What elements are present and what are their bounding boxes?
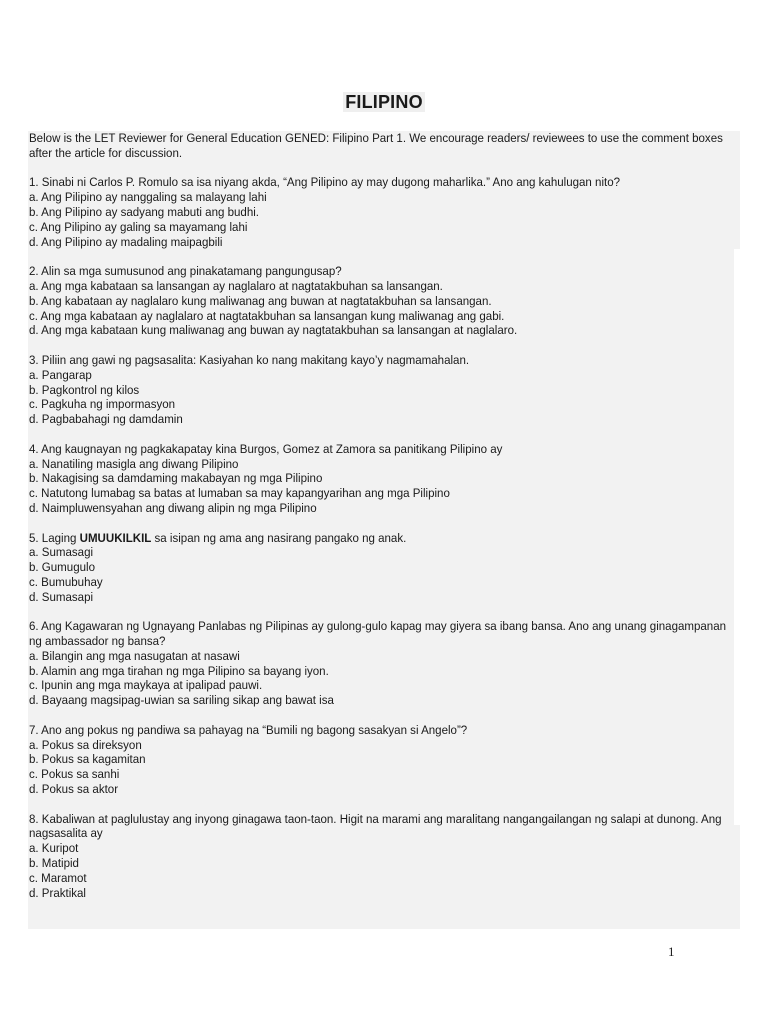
option: c. Ipunin ang mga maykaya at ipalipad pauwi. [29, 678, 263, 693]
question-stem: 4. Ang kaugnayan ng pagkakapatay kina Burgos, Gomez at Zamora sa panitikang Pilipino ay [29, 441, 503, 456]
option: b. Alamin ang mga tirahan ng mga Pilipino sa bayang iyon. [29, 663, 329, 678]
page-title-text: FILIPINO [345, 92, 423, 112]
option: b. Nakagising sa damdaming makabayan ng mga Pilipino [29, 471, 323, 486]
option: a. Ang mga kabataan sa lansangan ay naglalaro at nagtatakbuhan sa lansangan. [29, 278, 443, 293]
option: a. Pangarap [29, 367, 92, 382]
option: c. Maramot [29, 870, 87, 885]
question-stem: 8. Kabaliwan at paglulustay ang inyong ginagawa taon-taon. Higit na marami ang maralitang nangangailangan ng salapi at dunong. Ang nagsasalita ay [29, 811, 722, 841]
option: a. Ang Pilipino ay nanggaling sa malayang lahi [29, 190, 267, 205]
option: d. Sumasapi [29, 589, 94, 604]
question-3 [29, 353, 728, 427]
option: c. Bumubuhay [29, 574, 103, 589]
question-2 [29, 264, 728, 338]
question-stem-keyword: UMUUKILKIL [79, 530, 152, 545]
question-8 [29, 812, 728, 901]
option: c. Ang Pilipino ay galing sa mayamang lahi [29, 219, 248, 234]
option: b. Ang kabataan ay naglalaro kung maliwanag ang buwan at nagtatakbuhan sa lansangan. [29, 293, 492, 308]
intro-paragraph: Below is the LET Reviewer for General Education GENED: Filipino Part 1. We encourage readers/ reviewees to use the comment boxes after the article for discussion. [29, 131, 723, 160]
question-1 [29, 175, 728, 249]
option: a. Pokus sa direksyon [29, 737, 142, 752]
document-body [29, 131, 728, 915]
option: a. Bilangin ang mga nasugatan at nasawi [29, 648, 240, 663]
question-stem-post: sa isipan ng ama ang nasirang pangako ng anak. [151, 530, 407, 545]
question-stem-pre: 5. Laging [29, 530, 80, 545]
page-title [0, 92, 768, 113]
option: a. Nanatiling masigla ang diwang Pilipino [29, 456, 239, 471]
question-stem: 7. Ano ang pokus ng pandiwa sa pahayag na “Bumili ng bagong sasakyan si Angelo”? [29, 722, 468, 737]
question-4 [29, 442, 728, 516]
option: b. Pokus sa kagamitan [29, 752, 146, 767]
option: d. Praktikal [29, 885, 87, 900]
option: d. Naimpluwensyahan ang diwang alipin ng mga Pilipino [29, 500, 317, 515]
page-number: 1 [668, 944, 675, 959]
question-7 [29, 723, 728, 797]
question-stem: 3. Piliin ang gawi ng pagsasalita: Kasiyahan ko nang makitang kayo’y nagmamahalan. [29, 352, 470, 367]
option: b. Gumugulo [29, 560, 95, 575]
question-6 [29, 619, 728, 708]
option: a. Sumasagi [29, 545, 94, 560]
option: d. Ang mga kabataan kung maliwanag ang buwan ay nagtatakbuhan sa lansangan at naglalaro. [29, 323, 518, 338]
option: b. Ang Pilipino ay sadyang mabuti ang budhi. [29, 204, 260, 219]
option: d. Pokus sa aktor [29, 782, 119, 797]
option: c. Pokus sa sanhi [29, 767, 120, 782]
option: a. Kuripot [29, 841, 79, 856]
option: d. Bayaang magsipag-uwian sa sariling sikap ang bawat isa [29, 693, 334, 708]
option: d. Ang Pilipino ay madaling maipagbili [29, 234, 223, 249]
option: b. Pagkontrol ng kilos [29, 382, 140, 397]
option: c. Pagkuha ng impormasyon [29, 397, 176, 412]
option: c. Natutong lumabag sa batas at lumaban sa may kapangyarihan ang mga Pilipino [29, 486, 450, 501]
question-stem [29, 531, 728, 546]
question-5 [29, 531, 728, 605]
question-stem: 6. Ang Kagawaran ng Ugnayang Panlabas ng Pilipinas ay gulong-gulo kapag may giyera sa ibang bansa. Ano ang unang ginagampanan ng ambassador ng bansa? [29, 619, 727, 649]
question-stem: 2. Alin sa mga sumusunod ang pinakatamang pangungusap? [29, 264, 342, 279]
option: b. Matipid [29, 856, 79, 871]
question-stem: 1. Sinabi ni Carlos P. Romulo sa isa niyang akda, “Ang Pilipino ay may dugong maharlika.” Ano ang kahulugan nito? [29, 175, 621, 190]
option: c. Ang mga kabataan ay naglalaro at nagtatakbuhan sa lansangan kung maliwanag ang gabi. [29, 308, 505, 323]
option: d. Pagbabahagi ng damdamin [29, 412, 183, 427]
